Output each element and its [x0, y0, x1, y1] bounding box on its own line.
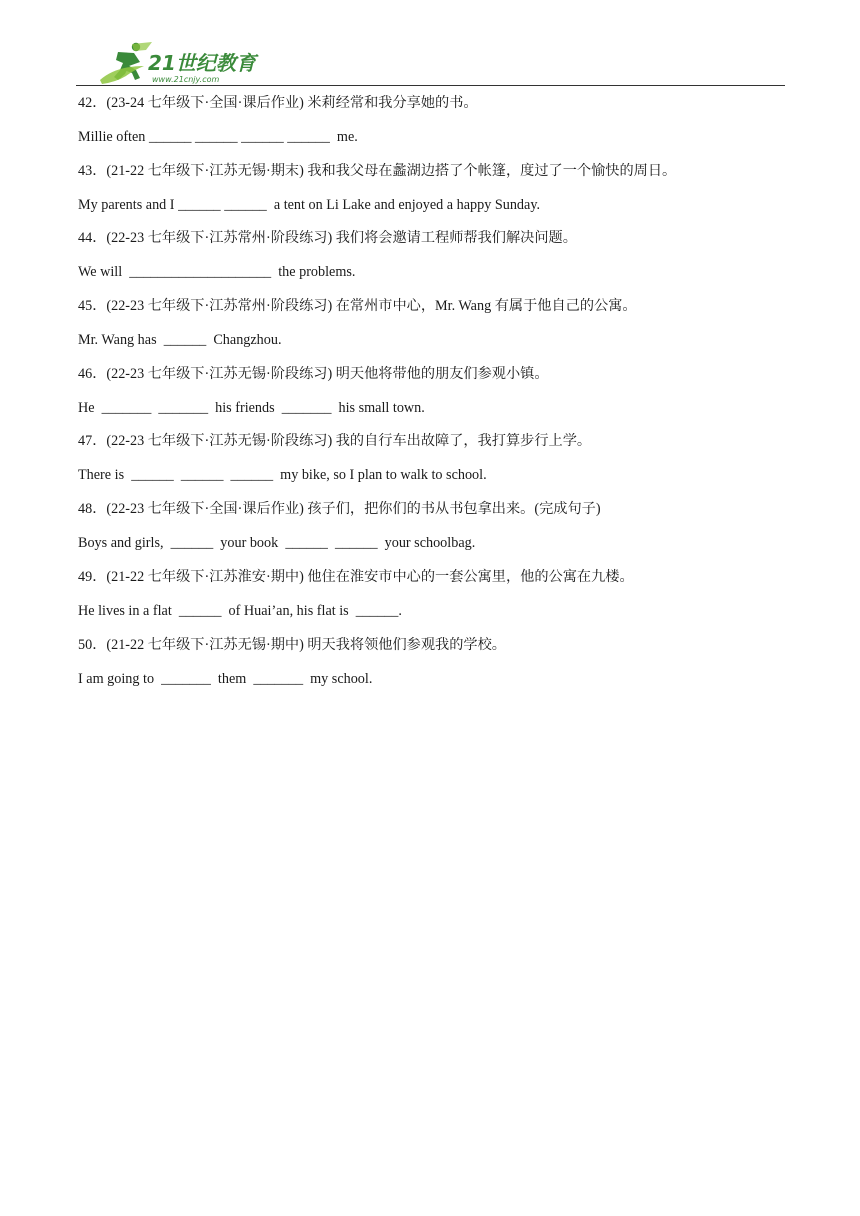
answer-text: your schoolbag.	[377, 535, 476, 552]
answer-text: my bike, so I plan to walk to school.	[273, 467, 487, 484]
answer-blank[interactable]: ______	[355, 602, 399, 619]
answer-text: He	[78, 399, 102, 416]
answer-blank[interactable]: ______	[285, 535, 328, 552]
runner-icon	[100, 42, 152, 84]
logo-url: www.21cnjy.com	[152, 75, 220, 84]
answer-text: my school.	[303, 670, 373, 687]
question-prompt: 42．(23-24 七年级下·全国·课后作业) 米莉经常和我分享她的书。	[78, 95, 478, 111]
question-prompt: 50．(21-22 七年级下·江苏无锡·期中) 明天我将领他们参观我的学校。	[78, 636, 506, 653]
question-prompt: 43．(21-22 七年级下·江苏无锡·期末) 我和我父母在蠡湖边搭了个帐篷，度过了一个愉快的周日。	[78, 162, 677, 179]
answer-line	[78, 464, 778, 498]
answer-blank[interactable]: ____________________	[129, 264, 272, 281]
answer-blank[interactable]: ______	[148, 129, 192, 145]
answer-blank[interactable]: _______	[158, 399, 209, 416]
answer-blank[interactable]: _______	[253, 670, 304, 687]
question-item	[78, 92, 778, 160]
answer-blank[interactable]: ______	[334, 535, 378, 552]
answer-text: the problems.	[271, 264, 356, 281]
answer-blank[interactable]: ______	[170, 535, 214, 552]
answer-text: Boys and girls,	[78, 535, 171, 552]
answer-text: Changzhou.	[206, 332, 282, 349]
answer-text: of Huai’an, his flat is	[221, 602, 356, 619]
question-item	[78, 295, 778, 363]
answer-blank[interactable]: _______	[101, 399, 152, 416]
answer-blank[interactable]: ______	[131, 467, 174, 484]
answer-text	[223, 467, 230, 483]
question-item	[78, 227, 778, 295]
answer-text: me.	[329, 129, 358, 145]
answer-blank[interactable]: ______	[163, 332, 207, 349]
question-prompt: 45．(22-23 七年级下·江苏常州·阶段练习) 在常州市中心，Mr. Wang 有属于他自己的公寓。	[78, 298, 637, 315]
answer-blank[interactable]: ______	[178, 196, 221, 213]
answer-line	[78, 397, 778, 431]
answer-text: his friends	[208, 399, 282, 416]
answer-line	[78, 668, 778, 702]
answer-blank[interactable]: _______	[161, 670, 211, 687]
answer-text: them	[210, 670, 254, 687]
answer-text: I am going to	[78, 670, 162, 687]
header-divider	[76, 85, 785, 86]
answer-line	[78, 329, 778, 363]
answer-text	[174, 467, 181, 483]
answer-line	[78, 194, 778, 228]
question-prompt: 47．(22-23 七年级下·江苏无锡·阶段练习) 我的自行车出故障了，我打算步行上学。	[78, 433, 592, 450]
logo-text: 21世纪教育	[148, 51, 256, 75]
question-prompt: 48．(22-23 七年级下·全国·课后作业) 孩子们，把你们的书从书包拿出来。(完成句子)	[78, 501, 601, 518]
question-prompt: 44．(22-23 七年级下·江苏常州·阶段练习) 我们将会邀请工程师帮我们解决问题。	[78, 230, 577, 247]
answer-line	[78, 600, 778, 634]
answer-blank[interactable]: ______	[180, 467, 224, 484]
answer-text: There is	[78, 467, 132, 484]
question-item	[78, 363, 778, 431]
answer-blank[interactable]: ______	[230, 467, 274, 484]
question-list	[78, 92, 778, 701]
question-item	[78, 430, 778, 498]
answer-line	[78, 126, 778, 160]
answer-text: a tent on Li Lake and enjoyed a happy Sunday.	[266, 196, 541, 213]
answer-text: We will	[78, 264, 130, 281]
answer-blank[interactable]: ______	[224, 196, 267, 213]
answer-text	[328, 535, 335, 551]
answer-blank[interactable]: ______	[178, 602, 222, 619]
question-prompt: 49．(21-22 七年级下·江苏淮安·期中) 他住在淮安市中心的一套公寓里，他的公寓在九楼。	[78, 568, 634, 585]
answer-blank[interactable]: _______	[281, 399, 332, 416]
logo-21cnjy	[96, 40, 266, 86]
question-item	[78, 566, 778, 634]
page-header	[0, 0, 860, 90]
question-item	[78, 634, 778, 702]
answer-line	[78, 532, 778, 566]
question-item	[78, 498, 778, 566]
answer-text: He lives in a flat	[78, 602, 179, 619]
answer-text: My parents and I	[78, 196, 179, 213]
answer-text: Mr. Wang has	[78, 332, 164, 349]
answer-blank[interactable]: ______	[195, 129, 238, 145]
answer-blank[interactable]: ______	[241, 129, 284, 145]
question-item	[78, 160, 778, 228]
question-prompt: 46．(22-23 七年级下·江苏无锡·阶段练习) 明天他将带他的朋友们参观小镇。	[78, 365, 549, 382]
answer-text: .	[398, 602, 402, 619]
answer-text: your book	[213, 535, 286, 552]
answer-text: Millie often	[78, 129, 149, 145]
answer-blank[interactable]: ______	[287, 129, 330, 145]
answer-line	[78, 261, 778, 295]
answer-text: his small town.	[331, 399, 425, 416]
